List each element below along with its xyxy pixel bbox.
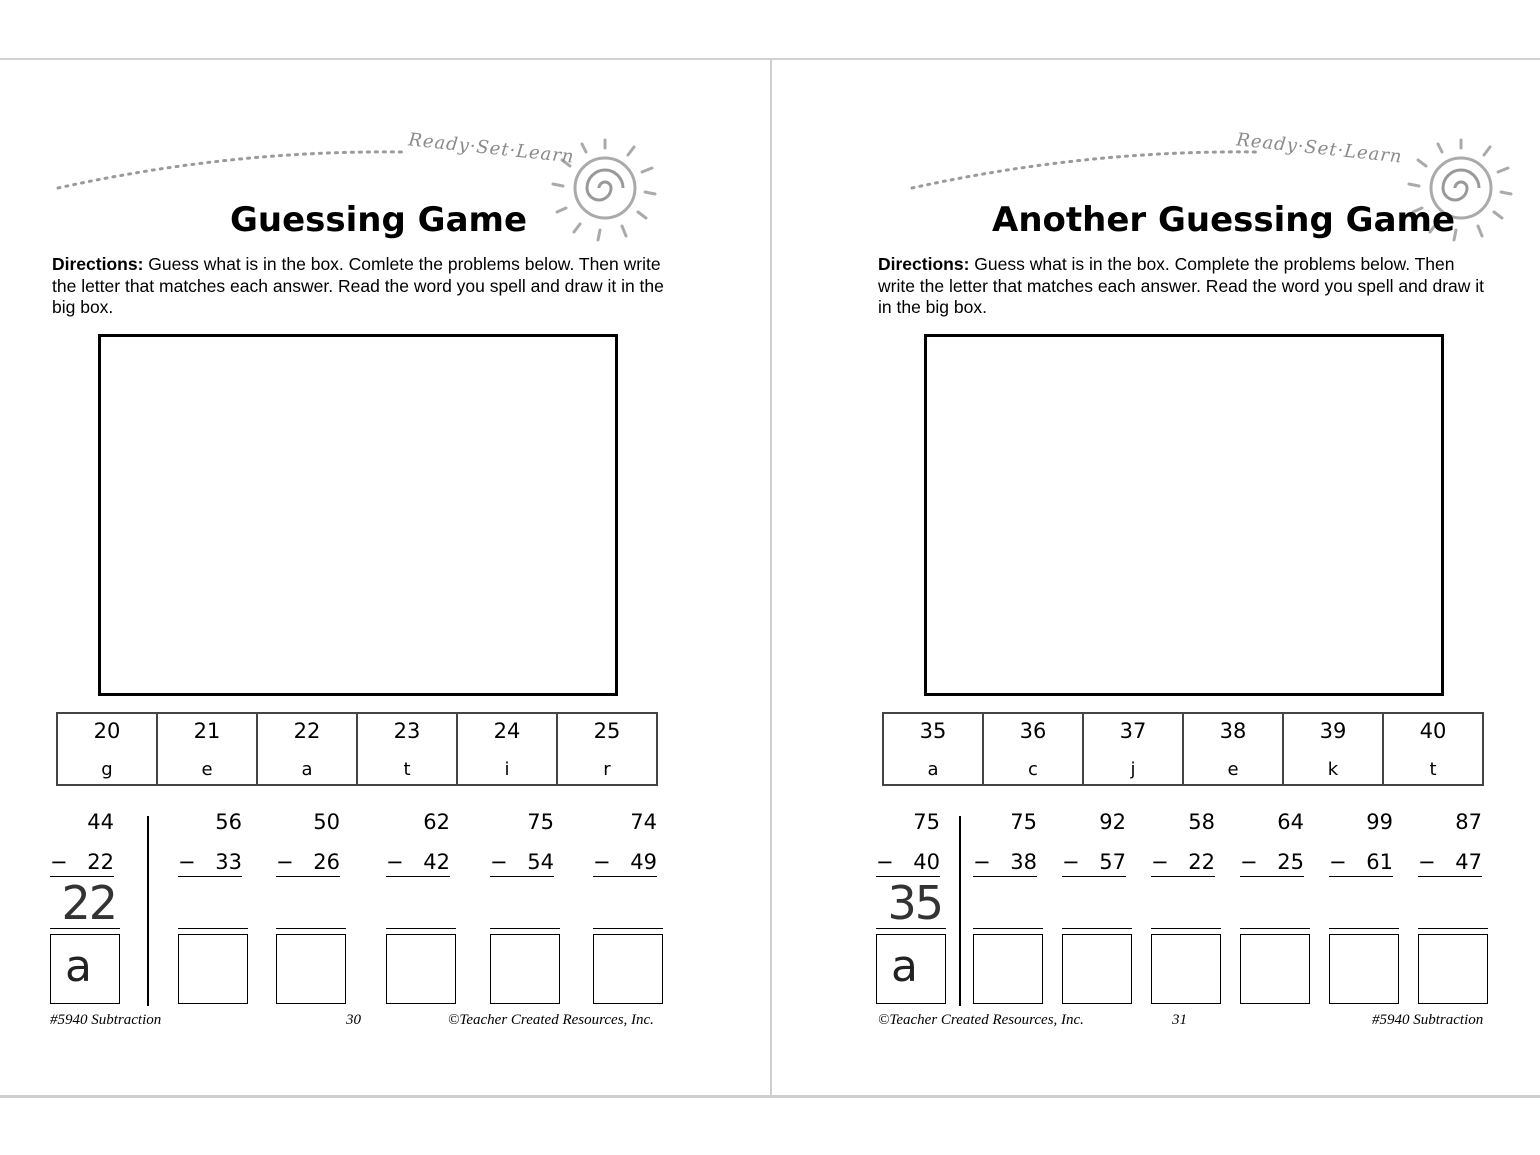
minus-sign: − xyxy=(593,850,611,874)
brand-logo-text: Ready·Set·Learn xyxy=(1235,129,1404,168)
letter-box[interactable] xyxy=(276,934,346,1004)
key-number: 40 xyxy=(1419,719,1447,743)
key-cell xyxy=(457,713,557,785)
page-left xyxy=(0,60,770,1095)
minuend: 50 xyxy=(313,810,340,834)
key-letter: a xyxy=(301,759,313,780)
key-cell xyxy=(1383,713,1483,785)
key-number: 23 xyxy=(393,719,421,743)
minuend: 58 xyxy=(1188,810,1215,834)
minus-sign: − xyxy=(50,850,68,874)
minus-sign: − xyxy=(1329,850,1347,874)
minus-sign: − xyxy=(386,850,404,874)
subtrahend-row xyxy=(1418,850,1482,877)
key-cell xyxy=(157,713,257,785)
subtrahend: 38 xyxy=(1010,850,1037,874)
page-right xyxy=(826,60,1540,1095)
subtrahend-row xyxy=(876,850,940,877)
page-title: Another Guessing Game xyxy=(992,200,1456,240)
subtrahend-row xyxy=(1329,850,1393,877)
example-divider xyxy=(147,816,149,1006)
subtrahend-row xyxy=(386,850,450,877)
answer-line[interactable] xyxy=(1329,928,1399,929)
key-number: 22 xyxy=(293,719,321,743)
minuend: 56 xyxy=(215,810,242,834)
key-cell xyxy=(883,713,983,785)
answer-line xyxy=(876,928,946,929)
letter-box[interactable] xyxy=(1062,934,1132,1004)
key-number: 38 xyxy=(1219,719,1247,743)
subtrahend: 22 xyxy=(1188,850,1215,874)
minus-sign: − xyxy=(876,850,894,874)
subtrahend-row xyxy=(1062,850,1126,877)
key-letter: k xyxy=(1327,759,1339,780)
minuend: 87 xyxy=(1455,810,1482,834)
example-letter: a xyxy=(891,941,918,992)
footer-page-number: 30 xyxy=(346,1012,361,1028)
key-number: 39 xyxy=(1319,719,1347,743)
subtrahend: 61 xyxy=(1366,850,1393,874)
spread-bottom-edge xyxy=(0,1095,1540,1098)
subtrahend: 26 xyxy=(313,850,340,874)
minuend: 75 xyxy=(527,810,554,834)
directions xyxy=(52,254,672,319)
minuend: 99 xyxy=(1366,810,1393,834)
minus-sign: − xyxy=(1062,850,1080,874)
answer-key-table xyxy=(882,712,1484,786)
subtrahend: 33 xyxy=(215,850,242,874)
answer-line[interactable] xyxy=(1418,928,1488,929)
key-number: 36 xyxy=(1019,719,1047,743)
subtrahend: 57 xyxy=(1099,850,1126,874)
letter-box[interactable] xyxy=(178,934,248,1004)
letter-box[interactable] xyxy=(1329,934,1399,1004)
minus-sign: − xyxy=(490,850,508,874)
key-letter: t xyxy=(1429,759,1437,780)
key-cell xyxy=(557,713,657,785)
subtrahend: 22 xyxy=(87,850,114,874)
subtrahend: 42 xyxy=(423,850,450,874)
minus-sign: − xyxy=(1151,850,1169,874)
key-letter: e xyxy=(1227,759,1239,780)
footer-copyright: ©Teacher Created Resources, Inc. xyxy=(448,1012,654,1028)
minus-sign: − xyxy=(276,850,294,874)
key-letter: a xyxy=(927,759,939,780)
example-letter: a xyxy=(65,941,92,992)
minuend: 75 xyxy=(1010,810,1037,834)
subtrahend-row xyxy=(276,850,340,877)
directions-text: Guess what is in the box. Comlete the problems below. Then write the letter that matches each answer. Read the word you spell and draw it in the big box. xyxy=(52,254,664,317)
subtrahend: 40 xyxy=(913,850,940,874)
page-title: Guessing Game xyxy=(230,200,528,240)
minus-sign: − xyxy=(178,850,196,874)
key-cell xyxy=(357,713,457,785)
key-cell xyxy=(1183,713,1283,785)
letter-box[interactable] xyxy=(1418,934,1488,1004)
page-gutter xyxy=(770,60,772,1096)
brand-logo-text: Ready·Set·Learn xyxy=(407,129,576,168)
example-divider xyxy=(959,816,961,1006)
key-number: 35 xyxy=(919,719,947,743)
footer-book-code: #5940 Subtraction xyxy=(1372,1012,1484,1028)
subtrahend: 49 xyxy=(630,850,657,874)
answer-line[interactable] xyxy=(490,928,560,929)
footer-page-number: 31 xyxy=(1172,1012,1187,1028)
key-cell xyxy=(1083,713,1183,785)
key-number: 37 xyxy=(1119,719,1147,743)
subtrahend: 54 xyxy=(527,850,554,874)
minuend: 75 xyxy=(913,810,940,834)
key-number: 21 xyxy=(193,719,221,743)
key-number: 20 xyxy=(93,719,121,743)
key-letter: i xyxy=(504,759,510,780)
letter-box[interactable] xyxy=(1240,934,1310,1004)
answer-line[interactable] xyxy=(1151,928,1221,929)
answer-line[interactable] xyxy=(1240,928,1310,929)
answer-line[interactable] xyxy=(178,928,248,929)
key-number: 24 xyxy=(493,719,521,743)
footer-copyright: ©Teacher Created Resources, Inc. xyxy=(878,1012,1084,1028)
letter-box[interactable] xyxy=(1151,934,1221,1004)
key-letter: t xyxy=(403,759,411,780)
minuend: 64 xyxy=(1277,810,1304,834)
key-cell xyxy=(257,713,357,785)
footer-book-code: #5940 Subtraction xyxy=(50,1012,162,1028)
letter-box[interactable] xyxy=(490,934,560,1004)
minus-sign: − xyxy=(1418,850,1436,874)
minuend: 92 xyxy=(1099,810,1126,834)
key-letter: r xyxy=(603,759,611,780)
key-letter: e xyxy=(201,759,213,780)
subtrahend-row xyxy=(490,850,554,877)
answer-line[interactable] xyxy=(1062,928,1132,929)
key-cell xyxy=(57,713,157,785)
key-number: 25 xyxy=(593,719,621,743)
example-answer: 22 xyxy=(61,876,116,930)
key-cell xyxy=(983,713,1083,785)
subtrahend: 47 xyxy=(1455,850,1482,874)
letter-box[interactable] xyxy=(386,934,456,1004)
key-letter: c xyxy=(1028,759,1038,780)
example-answer: 35 xyxy=(887,876,942,930)
key-letter: j xyxy=(1130,759,1136,780)
letter-box[interactable] xyxy=(973,934,1043,1004)
directions-text: Guess what is in the box. Complete the problems below. Then write the letter that matches each answer. Read the word you spell and draw it in the big box. xyxy=(878,254,1485,317)
subtrahend-row xyxy=(1240,850,1304,877)
minuend: 62 xyxy=(423,810,450,834)
minuend: 74 xyxy=(630,810,657,834)
answer-line[interactable] xyxy=(593,928,663,929)
directions-label: Directions: xyxy=(52,254,144,274)
minuend: 44 xyxy=(87,810,114,834)
subtrahend-row xyxy=(973,850,1037,877)
answer-line[interactable] xyxy=(386,928,456,929)
key-cell xyxy=(1283,713,1383,785)
subtrahend-row xyxy=(178,850,242,877)
letter-box xyxy=(876,934,946,1004)
subtrahend-row xyxy=(50,850,114,877)
answer-line[interactable] xyxy=(973,928,1043,929)
drawing-box[interactable] xyxy=(98,334,618,696)
minus-sign: − xyxy=(973,850,991,874)
letter-box[interactable] xyxy=(593,934,663,1004)
answer-key-table xyxy=(56,712,658,786)
minus-sign: − xyxy=(1240,850,1258,874)
drawing-box[interactable] xyxy=(924,334,1444,696)
answer-line[interactable] xyxy=(276,928,346,929)
subtrahend-row xyxy=(1151,850,1215,877)
answer-line xyxy=(50,928,120,929)
subtrahend: 25 xyxy=(1277,850,1304,874)
directions-label: Directions: xyxy=(878,254,970,274)
key-letter: g xyxy=(101,759,113,780)
subtrahend-row xyxy=(593,850,657,877)
letter-box xyxy=(50,934,120,1004)
directions xyxy=(878,254,1488,319)
